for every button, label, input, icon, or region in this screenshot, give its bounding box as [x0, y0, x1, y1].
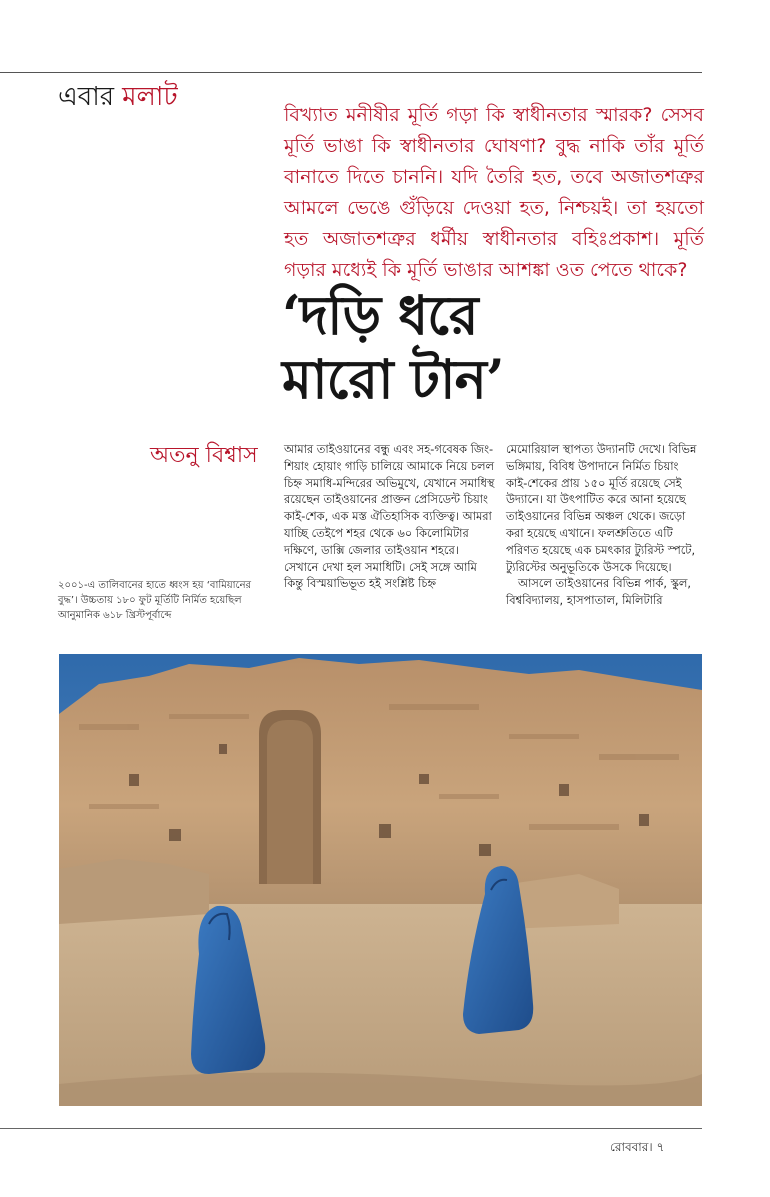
body-column-1: আমার তাইওয়ানের বন্ধু এবং সহ-গবেষক জিং-শিয়াং হোয়াং গাড়ি চালিয়ে আমাকে নিয়ে চলল চিহ্ন সমাধি-মন্দিরের অভিমুখে, যেখানে সমাধিস্থ রয়েছেন তাইওয়ানের প্রাক্তন প্রেসিডেন্ট চিয়াং কাই-শেক, এক মস্ত ঐতিহাসিক ব্যক্তিত্ব। আমরা যাচ্ছি তেইপে শহর থেকে ৬০ কিলোমিটার দক্ষিণে, ডাক্সি জেলার তাইওয়ান শহরে। সেখানে দেখা হল সমাধিটি। সেই সঙ্গে আমি কিন্তু বিস্ময়াভিভূত হই সংশ্লিষ্ট চিহ্ন: [284, 442, 495, 591]
body-column-2-para1: মেমোরিয়াল স্থাপত্য উদ্যানটি দেখে। বিভিন্ন ভঙ্গিমায়, বিবিধ উপাদানে নির্মিত চিয়াং কাই-শেকের প্রায় ১৫০ মূর্তি রয়েছে সেই উদ্যানে। যা উৎপাটিত করে আনা হয়েছে তাইওয়ানের বিভিন্ন অঞ্চল থেকে। জড়ো করা হয়েছে এখানে। ফলশ্রুতিতে এটি পরিণত হয়েছে এক চমৎকার ট্যুরিস্ট স্পটে, ট্যুরিস্টের অনুভূতিকে উসকে দিয়েছে।: [506, 442, 697, 574]
bottom-rule: [0, 1128, 702, 1129]
byline: অতনু বিশ্বাস: [150, 443, 258, 468]
bamiyan-illustration: [59, 654, 702, 1106]
ruin-left: [59, 859, 209, 924]
folio: রোববার। ৭: [610, 1140, 665, 1154]
bamiyan-photo: [59, 654, 702, 1106]
buddha-niche-inner: [267, 720, 313, 884]
intro-text: বিখ্যাত মনীষীর মূর্তি গড়া কি স্বাধীনতার স্মারক? সেসব মূর্তি ভাঙা কি স্বাধীনতার ঘোষণা? বুদ্ধ নাকি তাঁর মূর্তি বানাতে দিতে চাননি। যদি তৈরি হত, তবে অজাতশত্রুর আমলে ভেঙে গুঁড়িয়ে দেওয়া হত, নিশ্চয়ই। তা হয়তো হত অজাতশত্রুর ধর্মীয় স্বাধীনতার বহিঃপ্রকাশ। মূর্তি গড়ার মধ্যেই কি মূর্তি ভাঙার আশঙ্কা ওত পেতে থাকে?: [284, 104, 704, 281]
top-rule: [0, 72, 702, 73]
body-column-2: [506, 441, 702, 609]
photo-caption: ২০০১-এ তালিবানের হাতে ধ্বংস হয় ‘বামিয়ানের বুদ্ধ’। উচ্চতায় ১৮০ ফুট মূর্তিটি নির্মিত হয়েছিল আনুমানিক ৬১৮ খ্রিস্টপূর্বাব্দে: [58, 580, 252, 621]
headline: [282, 283, 702, 411]
headline-line1: ‘দড়ি ধরে: [282, 283, 478, 347]
section-label: [58, 82, 178, 112]
section-label-part2: মলাট: [122, 82, 178, 112]
body-column-2-para2: আসলে তাইওয়ানের বিভিন্ন পার্ক, স্কুল, বিশ্ববিদ্যালয়, হাসপাতাল, মিলিটারি: [506, 576, 691, 608]
headline-line2: মারো টান’: [282, 347, 504, 411]
section-label-part1: এবার: [58, 82, 115, 112]
